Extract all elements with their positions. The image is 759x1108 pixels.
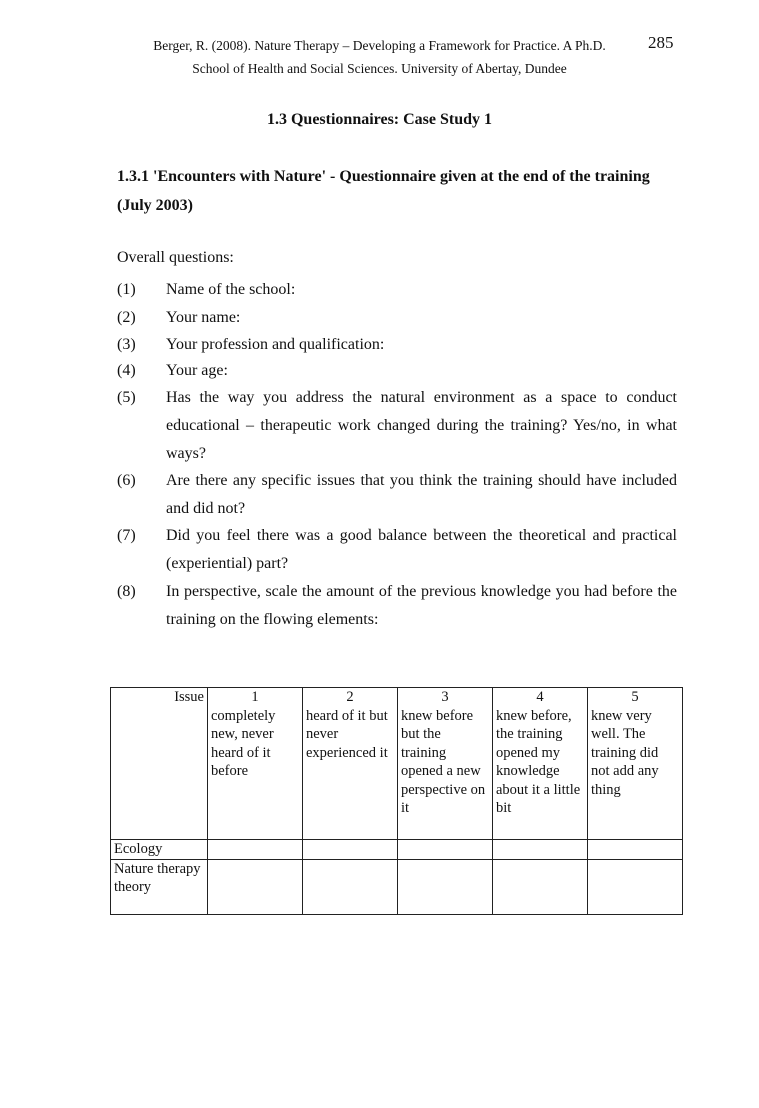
table-cell [588,859,683,914]
scale-number: 4 [536,689,544,705]
knowledge-scale-table [110,687,683,915]
question-text: Your profession and qualification: [166,336,385,353]
scale-column-header [588,688,683,840]
scale-description: heard of it but never experienced it [306,707,388,761]
question-text: Name of the school: [166,281,296,298]
table-cell [303,859,398,914]
running-header-line2: School of Health and Social Sciences. University of Abertay, Dundee [192,61,567,76]
question-text: Your name: [166,309,241,326]
scale-column-header [208,688,303,840]
table-cell [303,840,398,860]
question-text: In perspective, scale the amount of the previous knowledge you had before the training on the flowing elements: [166,583,677,628]
intro-text: Overall questions: [117,249,234,266]
scale-number: 1 [251,689,259,705]
question-number: (4) [117,362,136,379]
scale-number: 2 [346,689,354,705]
table-row [111,840,683,860]
scale-number: 5 [631,689,639,705]
table-cell [208,840,303,860]
question-text: Did you feel there was a good balance between the theoretical and practical (experiential) part? [166,527,677,572]
question-number: (3) [117,336,136,353]
question-number: (2) [117,309,136,326]
table-cell [493,840,588,860]
table-cell [398,840,493,860]
table-header-row [111,688,683,840]
scale-description: knew before, the training opened my knowledge about it a little bit [496,707,581,816]
issue-header [111,688,208,840]
scale-description: completely new, never heard of it before [211,707,276,779]
row-label: Nature therapy theory [111,859,208,914]
subsection-title: 1.3.1 'Encounters with Nature' - Questionnaire given at the end of the training (July 2003) [117,168,650,214]
scale-description: knew very well. The training did not add any thing [591,707,659,798]
table-cell [588,840,683,860]
question-number: (1) [117,281,136,298]
question-text: Has the way you address the natural environment as a space to conduct educational – therapeutic work changed during the training? Yes/no, in what ways? [166,389,677,462]
table-row [111,859,683,914]
table-cell [493,859,588,914]
table-cell [398,859,493,914]
page-number: 285 [648,33,674,52]
section-title: 1.3 Questionnaires: Case Study 1 [266,111,493,128]
question-number: (5) [117,389,136,406]
question-number: (7) [117,527,136,544]
scale-description: knew before but the training opened a new perspective on it [401,707,486,816]
question-number: (8) [117,583,136,600]
question-text: Your age: [166,362,228,379]
question-number: (6) [117,472,136,489]
scale-column-header [493,688,588,840]
scale-column-header [398,688,493,840]
scale-number: 3 [441,689,449,705]
row-label: Ecology [111,840,208,860]
question-text: Are there any specific issues that you think the training should have included and did not? [166,472,677,517]
running-header-line1: Berger, R. (2008). Nature Therapy – Developing a Framework for Practice. A Ph.D. [153,38,606,53]
issue-header-label: Issue [174,689,204,705]
table-cell [208,859,303,914]
scale-column-header [303,688,398,840]
